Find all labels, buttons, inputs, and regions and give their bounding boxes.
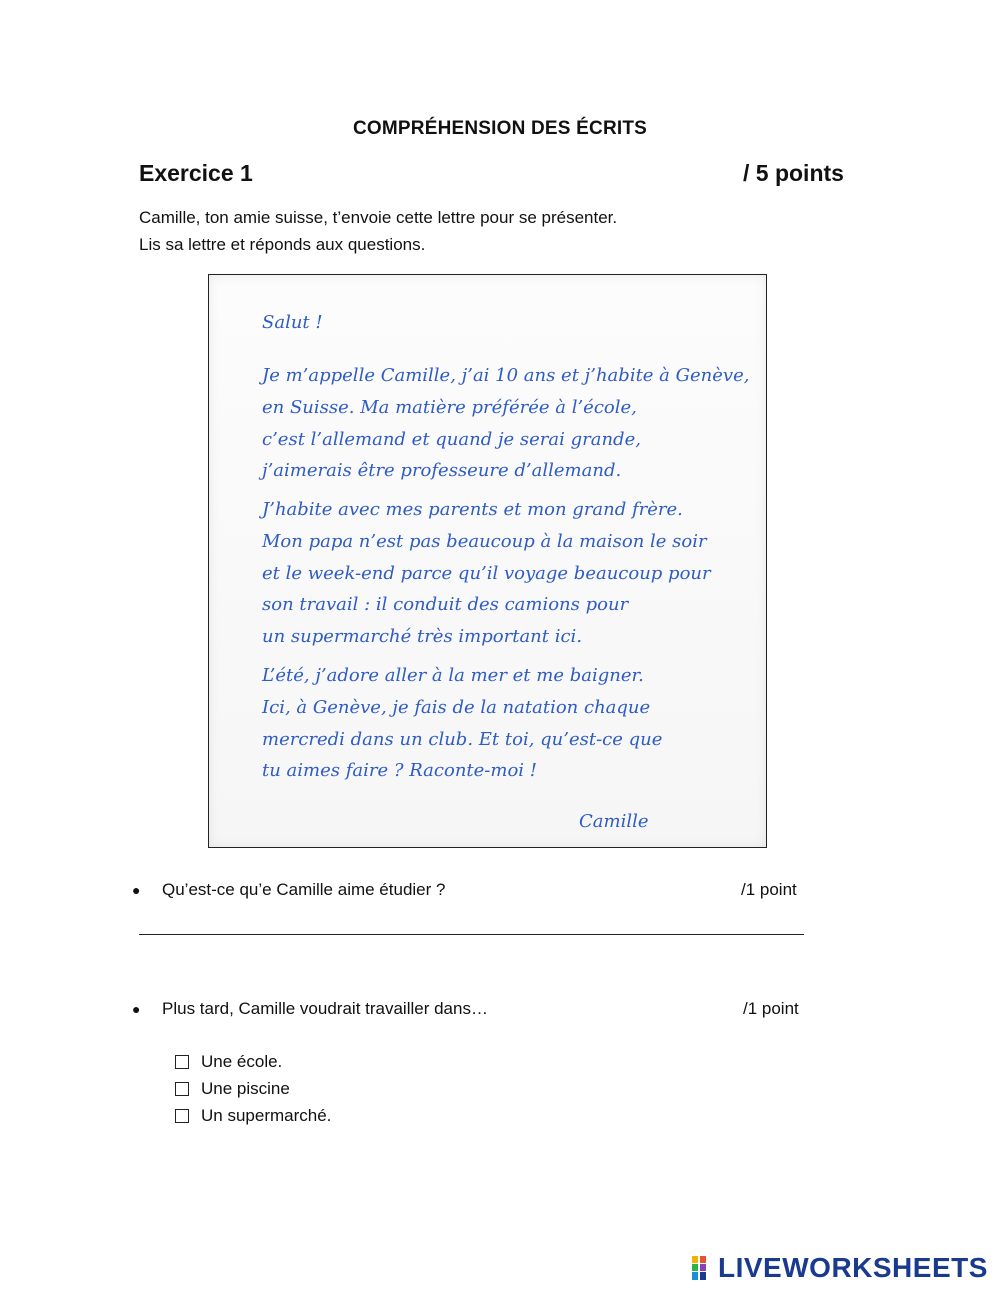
option-label: Un supermarché. (201, 1106, 332, 1125)
letter-line: Mon papa n’est pas beaucoup à la maison le soir (262, 531, 707, 552)
brand-name: LIVEWORKSHEETS (718, 1252, 988, 1283)
letter-greeting: Salut ! (262, 312, 323, 333)
checkbox-icon[interactable] (175, 1109, 189, 1123)
exercise-points: / 5 points (743, 160, 844, 186)
liveworksheets-brand (692, 1252, 988, 1284)
exercise-title: Exercice 1 (139, 160, 253, 186)
letter-line: j’aimerais être professeure d’allemand. (262, 460, 622, 481)
letter-line: mercredi dans un club. Et toi, qu’est-ce que (262, 729, 663, 750)
option-school[interactable] (175, 1052, 282, 1072)
letter-line: en Suisse. Ma matière préférée à l’école, (262, 397, 637, 418)
checkbox-icon[interactable] (175, 1082, 189, 1096)
question-1-text: Qu’est-ce qu’e Camille aime étudier ? (162, 880, 446, 899)
letter-line: un supermarché très important ici. (262, 626, 583, 647)
question-2-points: /1 point (743, 999, 799, 1018)
liveworksheets-logo-icon (692, 1254, 714, 1282)
option-pool[interactable] (175, 1079, 290, 1099)
letter-line: tu aimes faire ? Raconte-moi ! (262, 760, 538, 781)
letter-image (208, 274, 767, 848)
intro-line-2: Lis sa lettre et réponds aux questions. (139, 235, 426, 254)
question-2-text: Plus tard, Camille voudrait travailler dans… (162, 999, 488, 1018)
bullet-icon: ● (132, 882, 141, 898)
letter-line: Ici, à Genève, je fais de la natation chaque (262, 697, 651, 718)
letter-line: et le week-end parce qu’il voyage beaucoup pour (262, 563, 711, 584)
question-1-points: /1 point (741, 880, 797, 899)
letter-line: L’été, j’adore aller à la mer et me baigner. (262, 665, 644, 686)
letter-line: c’est l’allemand et quand je serai grande, (262, 429, 641, 450)
answer-line[interactable] (139, 934, 804, 935)
bullet-icon: ● (132, 1001, 141, 1017)
letter-line: son travail : il conduit des camions pour (262, 594, 629, 615)
checkbox-icon[interactable] (175, 1055, 189, 1069)
letter-line: J’habite avec mes parents et mon grand frère. (262, 499, 683, 520)
option-label: Une école. (201, 1052, 283, 1071)
letter-signature: Camille (579, 811, 649, 832)
option-supermarket[interactable] (175, 1106, 331, 1126)
option-label: Une piscine (201, 1079, 290, 1098)
intro-line-1: Camille, ton amie suisse, t’envoie cette lettre pour se présenter. (139, 208, 618, 227)
section-title: COMPRÉHENSION DES ÉCRITS (352, 118, 648, 139)
letter-line: Je m’appelle Camille, j’ai 10 ans et j’habite à Genève, (262, 365, 750, 386)
